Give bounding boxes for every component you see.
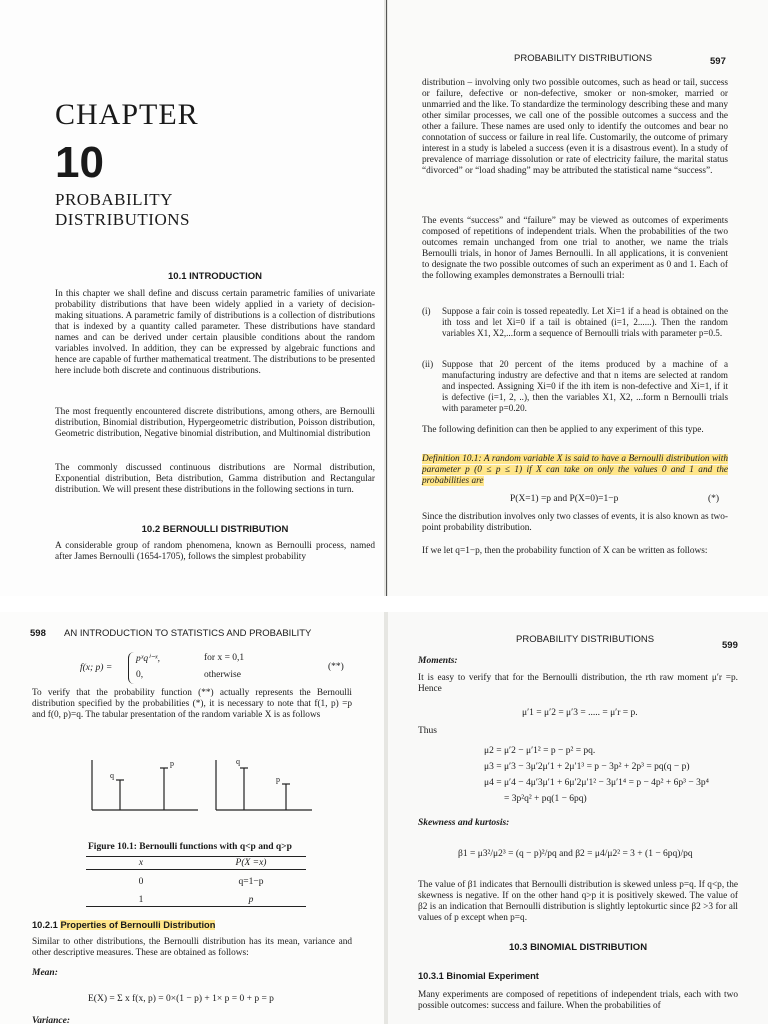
fig-label-p-left: p	[170, 759, 174, 768]
mu4-simplified: = 3p²q² + pq(1 − 6pq)	[504, 794, 587, 804]
beta-equation: β1 = μ3²/μ2³ = (q − p)²/pq and β2 = μ4/μ2² = 3 + (1 − 6pq)/pq	[458, 849, 693, 859]
paragraph-3: The following definition can then be applied to any experiment of this type.	[422, 425, 704, 435]
running-head: PROBABILITY DISTRIBUTIONS	[514, 53, 653, 64]
intro-paragraph-1: In this chapter we shall define and discuss certain parametric families of univariate probability distributions that have been widely applied in a variety of decision-making situations. A parametric family of distributions is a collection of distributions that is indexed by a quantity called parameter. These distributions have standard names and can be derived under certain plausible conditions about the random variables involved. In addition, they can be expressed by algebraic functions and hence are capable of further mathematical treatment. The distributions to be presented here include both discrete and continuous distributions.	[55, 289, 375, 376]
page-599	[388, 612, 768, 1024]
section-heading-10-2: 10.2 BERNOULLI DISTRIBUTION	[141, 524, 289, 535]
pf-tag: (**)	[328, 662, 344, 672]
mu2-equation: μ2 = μ′2 − μ′1² = p − p² = pq.	[484, 746, 596, 756]
chapter-number: 10	[55, 138, 104, 187]
subsection-title-highlight: Properties of Bernoulli Distribution	[60, 920, 216, 930]
pf-condition-2: otherwise	[204, 670, 241, 680]
pf-case-2: 0,	[136, 670, 144, 680]
example-item-2	[422, 359, 728, 414]
item-text: Suppose that 20 percent of the items produced by a machine of a manufacturing industry are defective and that n items are selected at random and inspected. Assigning Xi=0 if the ith item is non-defective and Xi=1, if it is defective (i=1, 2, ..), then the variables X1, X2, ...form n Bernoulli trials with parameter p=0.20.	[442, 359, 728, 413]
fig-label-q-right: q	[236, 757, 240, 766]
page-number: 598	[30, 628, 46, 639]
fig-label-q-left: q	[110, 771, 114, 780]
paragraph-5: If we let q=1−p, then the probability function of X can be written as follows:	[422, 546, 708, 556]
item-number: (ii)	[422, 359, 434, 369]
table-row	[86, 894, 306, 907]
chapter-word: CHAPTER	[55, 98, 199, 131]
mean-equation: E(X) = Σ x f(x, p) = 0×(1 − p) + 1× p = 0 + p = p	[88, 994, 274, 1004]
figure-10-1	[80, 752, 320, 832]
section-heading-10-1: 10.1 INTRODUCTION	[168, 271, 262, 282]
bernoulli-paragraph-1: A considerable group of random phenomena, known as Bernoulli process, named after James Bernoulli (1654-1705), follows the simplest probability	[55, 541, 375, 562]
paragraph-1: distribution – involving only two possible outcomes, such as head or tail, success or failure, defective or non-defective, smoker or non-smoker, married or unmarried and the like. To standardize the terminology describing these and many other similar processes, we call one of the possible outcomes a success and the other a failure. These names are used only to identify the outcomes and bear no connotation of success or failure in real life. Customarily, the outcome of primary interest in a study is labeled a success (even it is a disastrous event). In a study of prevalence of marriage dissolution or rate of electricity failure, the marital status “divorced” or “load shading” may be attributed the statistical name “success”.	[422, 78, 728, 176]
table-cell: 0	[138, 876, 144, 887]
mean-label: Mean:	[32, 968, 58, 978]
intro-paragraph-2: The most frequently encountered discrete distributions, among others, are Bernoulli distribution, Binomial distribution, Hypergeometric distribution, Poisson distribution, Geometric distribution, Negative binomial distribution, and Multinomial distribution	[55, 407, 375, 439]
table-cell: 1	[138, 894, 144, 905]
table-header-row	[86, 857, 306, 870]
running-head: AN INTRODUCTION TO STATISTICS AND PROBABILITY	[64, 628, 312, 639]
page-number: 599	[722, 640, 738, 651]
pf-case-1: pˣqⁱ⁻ˣ,	[136, 654, 160, 664]
subsection-heading-10-3-1: 10.3.1 Binomial Experiment	[418, 971, 539, 981]
running-head: PROBABILITY DISTRIBUTIONS	[516, 634, 655, 645]
thus-text: Thus	[418, 726, 437, 736]
page-596	[0, 0, 384, 596]
item-number: (i)	[422, 306, 431, 316]
item-text: Suppose a fair coin is tossed repeatedly. Let Xi=1 if a head is obtained on the ith toss and let Xi=0 if a tail is obtained (i=1, 2......). Then the random variables X1, X2,...form a sequence of Bernoulli trials with parameter p=0.5.	[442, 306, 728, 338]
paragraph-1: It is easy to verify that for the Bernoulli distribution, the rth raw moment μ′r =p. Hence	[418, 673, 738, 694]
paragraph-1: To verify that the probability function (**) actually represents the Bernoulli distribution specified by the probabilities (*), it is necessary to note that f(1, p) =p and f(0, p)=q. The tabular presentation of the random variable X is as follows	[32, 688, 352, 720]
subsection-heading	[32, 920, 215, 930]
pf-condition-1: for x = 0,1	[204, 653, 245, 663]
section-heading-10-3: 10.3 BINOMIAL DISTRIBUTION	[508, 942, 648, 953]
table-row	[86, 870, 306, 894]
paragraph-2: Similar to other distributions, the Bernoulli distribution has its mean, variance and other descriptive measures. These are obtained as follows:	[32, 937, 352, 958]
intro-paragraph-3: The commonly discussed continuous distributions are Normal distribution, Exponential distribution, Beta distribution, Gamma distribution and Rectangular distribution. We will present these distributions in the following sections in turn.	[55, 463, 375, 495]
example-item-1	[422, 306, 728, 339]
mu4-equation: μ4 = μ′4 − 4μ′3μ′1 + 6μ′2μ′1² − 3μ′1⁴ = p − 4p² + 6p³ − 3p⁴	[484, 778, 709, 788]
paragraph-2: The value of β1 indicates that Bernoulli distribution is skewed unless p=q. If q<p, the skewness is negative. If on the other hand q>p it is positively skewed. The value of β2 is an indication that Bernoulli distribution is slightly leptokurtic since β2 >3 for all values of p except when p=q.	[418, 880, 738, 923]
page-597	[388, 0, 768, 596]
page-598	[0, 612, 384, 1024]
spread-separator	[0, 596, 768, 612]
distribution-table	[86, 856, 306, 907]
subsection-number: 10.2.1	[32, 920, 58, 930]
definition-equation: P(X=1) =p and P(X=0)=1−p	[510, 494, 619, 504]
chapter-title: PROBABILITY DISTRIBUTIONS	[55, 190, 190, 229]
table-cell: q=1−p	[238, 876, 264, 887]
equation-tag: (*)	[708, 494, 720, 504]
pf-lhs: f(x; p) =	[80, 663, 113, 673]
paragraph-4: Since the distribution involves only two classes of events, it is also known as two-point probability distribution.	[422, 512, 728, 533]
figure-caption: Figure 10.1: Bernoulli functions with q<p and q>p	[88, 842, 292, 852]
page-number: 597	[710, 56, 726, 67]
skewness-label: Skewness and kurtosis:	[418, 818, 510, 828]
table-header-px: P(X =x)	[235, 858, 267, 868]
mu3-equation: μ3 = μ′3 − 3μ′2μ′1 + 2μ′1³ = p − 3p² + 2p³ = pq(q − p)	[484, 762, 690, 772]
fig-label-p-right: p	[276, 775, 280, 784]
moments-label: Moments:	[418, 656, 458, 666]
table-cell: p	[248, 894, 254, 905]
definition-highlight: Definition 10.1: A random variable X is said to have a Bernoulli distribution with parameter p (0 ≤ p ≤ 1) if X can take on only the values 0 and 1 and the probabilities are	[422, 454, 728, 486]
raw-moments-equation: μ′1 = μ′2 = μ′3 = ..... = μ′r = p.	[522, 708, 638, 718]
definition-10-1	[422, 454, 728, 487]
pf-brace	[128, 652, 136, 684]
variance-label: Variance:	[32, 1016, 70, 1024]
table-header-x: x	[138, 858, 144, 868]
page-crease	[386, 0, 387, 596]
paragraph-2: The events “success” and “failure” may be viewed as outcomes of experiments composed of repetitions of independent trials. When the probabilities of the two outcomes remain unchanged from one trial to another, we name the trials Bernoulli trials, in honor of James Bernoulli. In all applications, it is convenient to designate the two possible outcomes of such an experiment as 0 and 1. Each of the following examples demonstrates a Bernoulli trial:	[422, 216, 728, 281]
paragraph-3: Many experiments are composed of repetitions of independent trials, each with two possible outcomes: success and failure. When the probabilities of	[418, 990, 738, 1011]
